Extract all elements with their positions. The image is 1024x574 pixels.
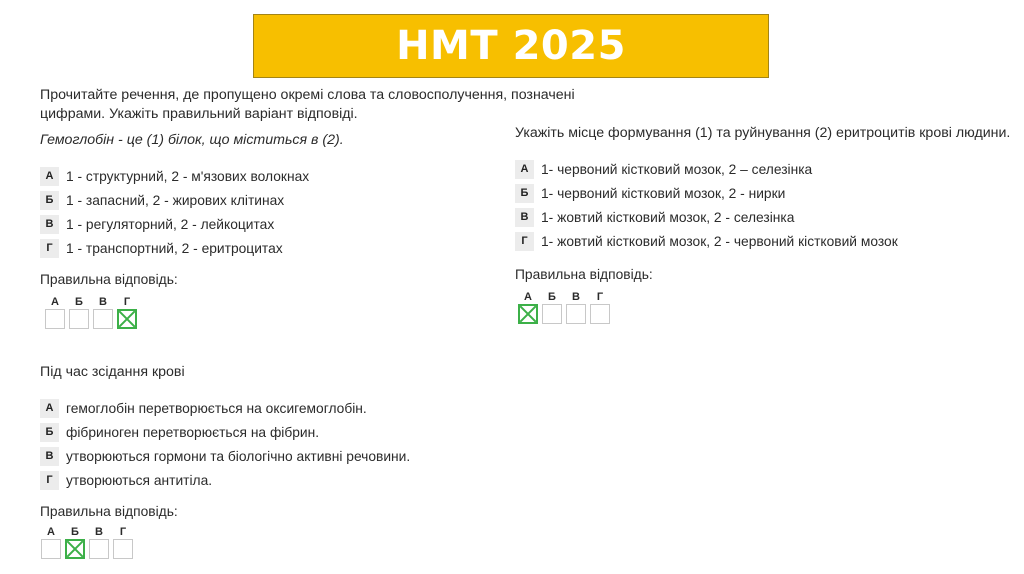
question-1-intro: Прочитайте речення, де пропущено окремі слова та словосполучення, позначені цифрами. Укажіть правильний варіант відповіді.: [40, 87, 575, 122]
option-letter: Г: [40, 239, 59, 258]
question-3-options: [40, 396, 600, 492]
option-text: 1 - структурний, 2 - м'язових волокнах: [66, 168, 310, 184]
answer-letter: А: [51, 296, 59, 308]
option-letter: Б: [40, 191, 59, 210]
question-2: [515, 124, 1015, 324]
option-b[interactable]: [515, 181, 1015, 205]
answer-box-v[interactable]: [566, 304, 586, 324]
answer-letter: Г: [119, 526, 127, 538]
option-letter: А: [515, 160, 534, 179]
option-letter: В: [515, 208, 534, 227]
option-text: 1 - транспортний, 2 - еритроцитах: [66, 240, 283, 256]
option-letter: Б: [515, 184, 534, 203]
answer-label: Правильна відповідь:: [40, 272, 178, 287]
option-text: 1 - запасний, 2 - жирових клітинах: [66, 192, 285, 208]
answer-letter: В: [572, 291, 580, 303]
answer-letter: Б: [71, 526, 79, 538]
answer-letter: А: [47, 526, 55, 538]
option-v[interactable]: [40, 444, 600, 468]
answer-letter: Г: [596, 291, 604, 303]
answer-box-g-checked[interactable]: [117, 309, 137, 329]
answer-box-g[interactable]: [590, 304, 610, 324]
option-letter: В: [40, 447, 59, 466]
option-g[interactable]: [515, 229, 1015, 253]
option-b[interactable]: [40, 420, 600, 444]
option-text: гемоглобін перетворюється на оксигемоглобін.: [66, 400, 367, 416]
option-text: фібриноген перетворюється на фібрин.: [66, 424, 320, 440]
answer-box-b[interactable]: [69, 309, 89, 329]
option-text: 1- червоний кістковий мозок, 2 – селезінка: [541, 161, 813, 177]
option-text: утворюються антитіла.: [66, 472, 213, 488]
option-letter: А: [40, 399, 59, 418]
option-v[interactable]: [515, 205, 1015, 229]
option-text: 1 - регуляторний, 2 - лейкоцитах: [66, 216, 275, 232]
answer-label: Правильна відповідь:: [515, 267, 653, 282]
option-text: 1- червоний кістковий мозок, 2 - нирки: [541, 185, 786, 201]
option-letter: Б: [40, 423, 59, 442]
answer-letter: А: [524, 291, 532, 303]
question-3-stem: Під час зсідання крові: [40, 364, 185, 380]
answer-box-a[interactable]: [41, 539, 61, 559]
option-text: утворюються гормони та біологічно активні речовини.: [66, 448, 411, 464]
option-g[interactable]: [40, 468, 600, 492]
answer-grid: [517, 290, 1015, 324]
option-letter: Г: [40, 471, 59, 490]
option-a[interactable]: [40, 396, 600, 420]
answer-box-v[interactable]: [93, 309, 113, 329]
answer-box-v[interactable]: [89, 539, 109, 559]
option-letter: В: [40, 215, 59, 234]
answer-box-a-checked[interactable]: [518, 304, 538, 324]
question-2-options: [515, 157, 1015, 253]
answer-box-g[interactable]: [113, 539, 133, 559]
answer-box-b[interactable]: [542, 304, 562, 324]
option-letter: А: [40, 167, 59, 186]
option-a[interactable]: [515, 157, 1015, 181]
title-banner: [253, 14, 769, 78]
question-3: [40, 363, 600, 559]
answer-letter: Б: [75, 296, 83, 308]
option-text: 1- жовтий кістковий мозок, 2 - селезінка: [541, 209, 795, 225]
banner-title: НМТ 2025: [396, 23, 626, 69]
answer-box-b-checked[interactable]: [65, 539, 85, 559]
option-letter: Г: [515, 232, 534, 251]
question-1-stem: Гемоглобін - це (1) білок, що міститься в (2).: [40, 132, 344, 148]
answer-box-a[interactable]: [45, 309, 65, 329]
answer-letter: В: [99, 296, 107, 308]
answer-letter: Б: [548, 291, 556, 303]
answer-letter: В: [95, 526, 103, 538]
answer-label: Правильна відповідь:: [40, 504, 178, 519]
answer-letter: Г: [123, 296, 131, 308]
question-2-stem: Укажіть місце формування (1) та руйнування (2) еритроцитів крові людини.: [515, 125, 1011, 141]
option-text: 1- жовтий кістковий мозок, 2 - червоний кістковий мозок: [541, 233, 898, 249]
answer-grid: [40, 525, 600, 559]
